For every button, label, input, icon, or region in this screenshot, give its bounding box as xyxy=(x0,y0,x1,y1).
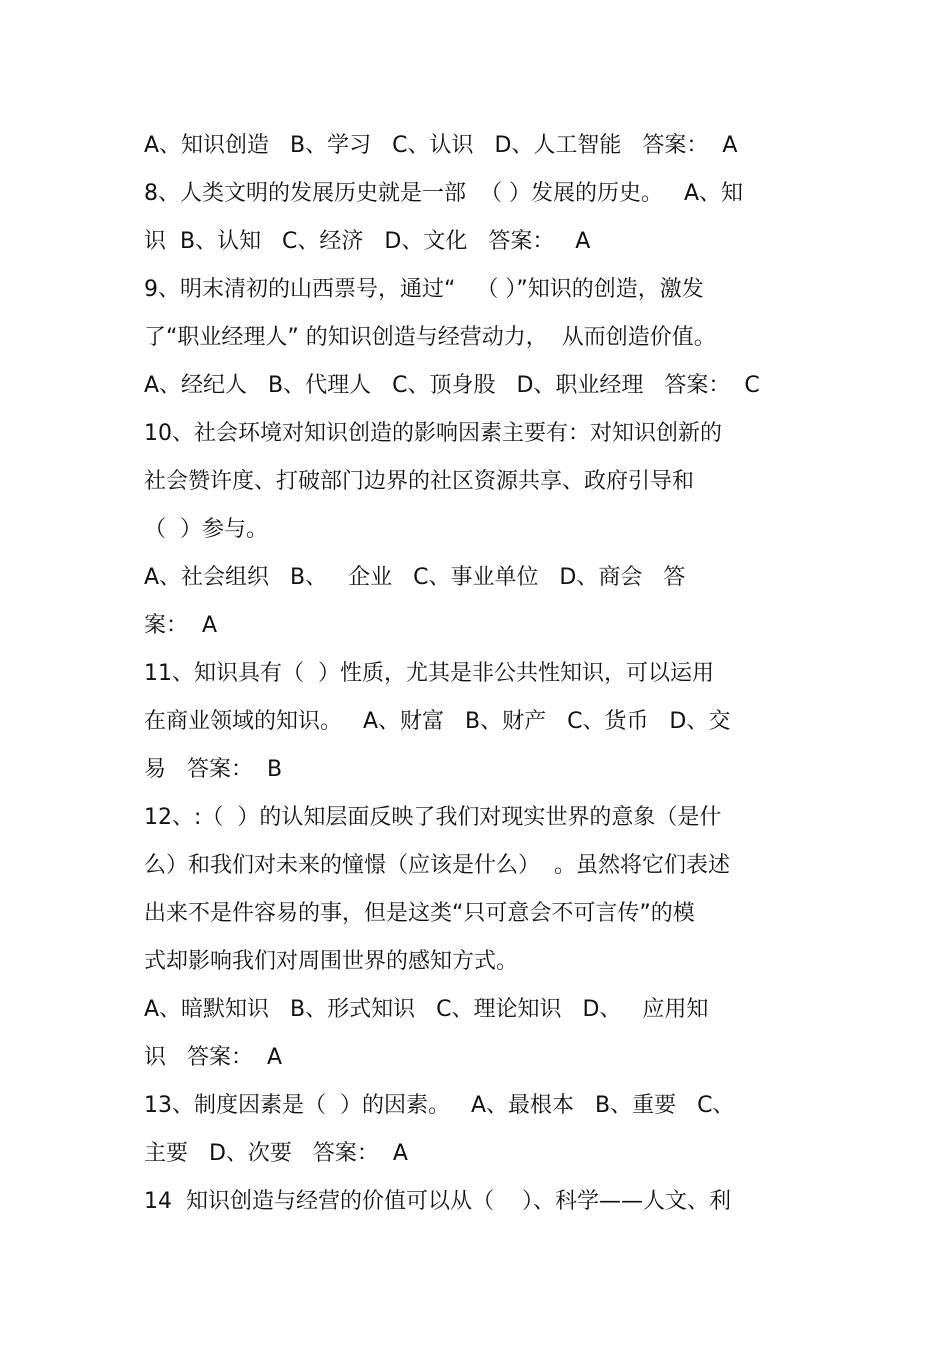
text-line: 式却影响我们对周围世界的感知方式。 xyxy=(144,949,519,974)
text-line: 10、社会环境对知识创造的影响因素主要有：对知识创新的 xyxy=(144,421,722,446)
text-line: 识 答案： A xyxy=(144,1045,283,1070)
text-line: A、经纪人 B、代理人 C、顶身股 D、职业经理 答案： C xyxy=(144,373,760,398)
text-line: A、暗默知识 B、形式知识 C、理论知识 D、 应用知 xyxy=(144,997,709,1022)
text-line: 12、:（ ）的认知层面反映了我们对现实世界的意象（是什 xyxy=(144,805,722,830)
text-line: 案： A xyxy=(144,613,218,638)
text-line: （ ）参与。 xyxy=(144,517,268,542)
text-line: 9、明末清初的山西票号，通过“ （ ）”知识的创造，激发 xyxy=(144,277,704,302)
text-line: 在商业领域的知识。 A、财富 B、财产 C、货币 D、交 xyxy=(144,709,731,734)
text-line: 了“职业经理人” 的知识创造与经营动力， 从而创造价值。 xyxy=(144,325,716,350)
text-line: A、知识创造 B、学习 C、认识 D、人工智能 答案： A xyxy=(144,133,738,158)
text-line: 社会赞许度、打破部门边界的社区资源共享、政府引导和 xyxy=(144,469,695,494)
text-line: 易 答案： B xyxy=(144,757,283,782)
text-line: 出来不是件容易的事，但是这类“只可意会不可言传”的模 xyxy=(144,901,695,926)
text-line: 13、制度因素是（ ）的因素。 A、最根本 B、重要 C、 xyxy=(144,1093,735,1118)
text-line: A、社会组织 B、 企业 C、事业单位 D、商会 答 xyxy=(144,565,686,590)
text-line: 14 知识创造与经营的价值可以从（ ）、科学——人文、利 xyxy=(144,1189,731,1214)
text-line: 11、知识具有（ ）性质，尤其是非公共性知识，可以运用 xyxy=(144,661,714,686)
text-line: 识 B、认知 C、经济 D、文化 答案： A xyxy=(144,229,591,254)
text-line: 8、人类文明的发展历史就是一部 （ ）发展的历史。 A、知 xyxy=(144,181,744,206)
text-line: 么）和我们对未来的憧憬（应该是什么） 。虽然将它们表述 xyxy=(144,853,730,878)
text-line: 主要 D、次要 答案： A xyxy=(144,1141,408,1166)
